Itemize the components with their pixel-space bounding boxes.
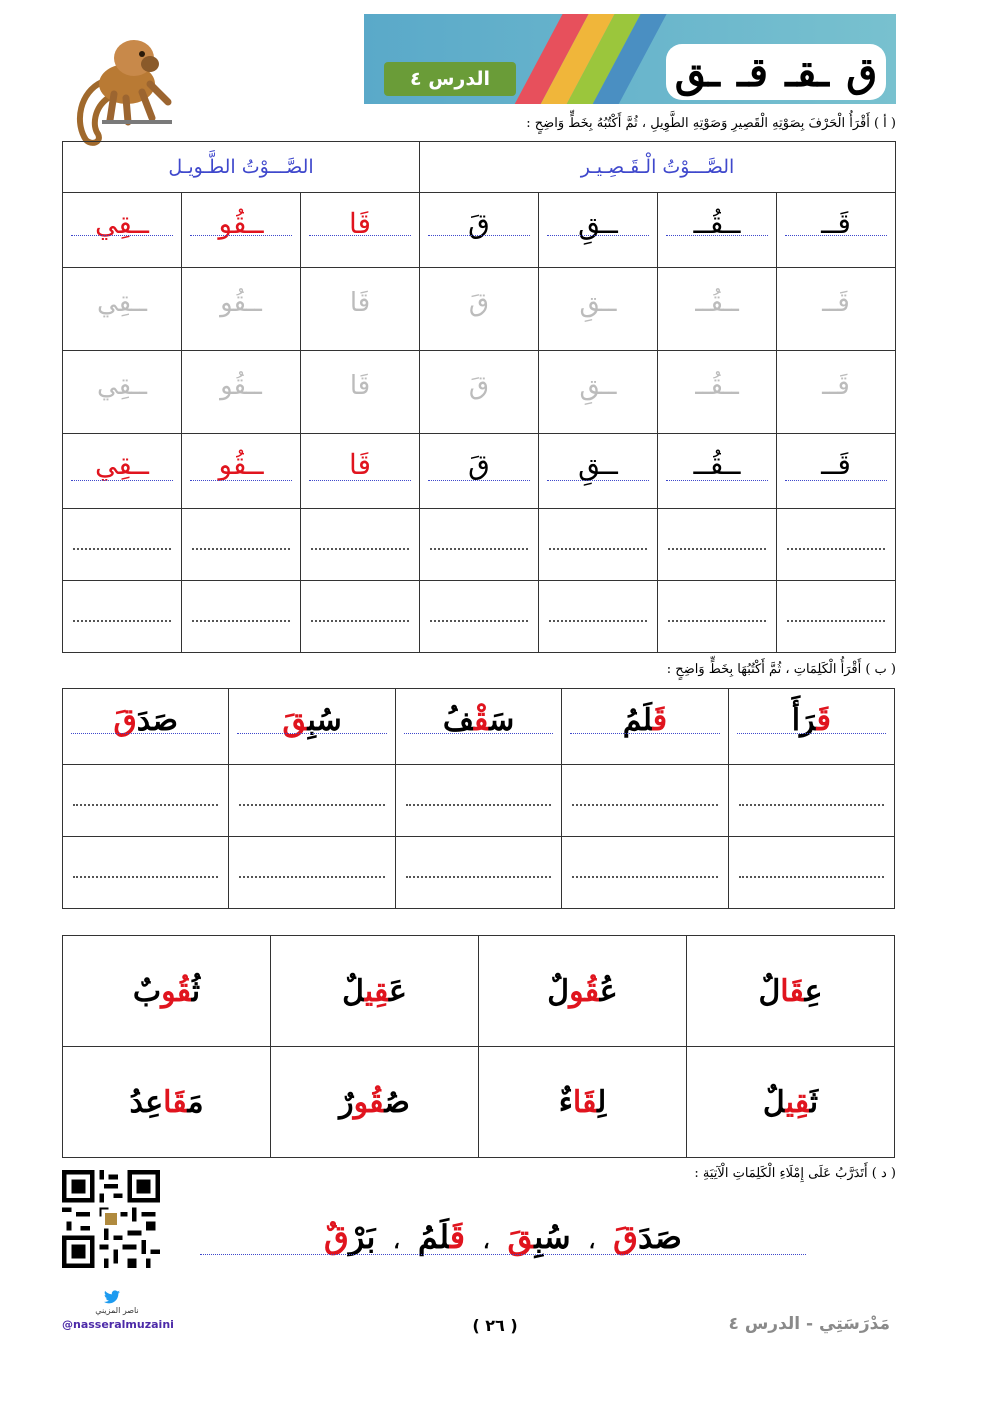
letter-cell: ــقُــ	[658, 193, 777, 268]
writing-cell[interactable]	[182, 509, 301, 581]
writing-cell[interactable]	[229, 837, 395, 909]
dictation-words: صَدَقَ،سُبِقَ،قَلَمُ،بَرْقٌ	[324, 1218, 682, 1256]
short-sound-header: الصَّـــوْتُ الْـقَـصِـيـر	[420, 142, 896, 193]
writing-cell[interactable]	[395, 765, 561, 837]
word-cell: ثَقِيلٌ	[687, 1047, 895, 1158]
trace-cell: ــقُو	[182, 268, 301, 351]
trace-cell: ــقِي	[63, 351, 182, 434]
letter-cell: قَ	[420, 193, 539, 268]
trace-cell: قَــ	[777, 268, 896, 351]
dictation-word: بَرْقٌ	[324, 1218, 376, 1256]
table-row	[63, 509, 896, 581]
word-cell: عِقَالٌ	[687, 936, 895, 1047]
writing-cell[interactable]	[63, 581, 182, 653]
twitter-icon	[104, 1290, 120, 1304]
writing-cell[interactable]	[301, 509, 420, 581]
writing-cell[interactable]	[562, 765, 728, 837]
trace-cell: قَ	[420, 268, 539, 351]
letter-cell: ــقُو	[182, 193, 301, 268]
letter-form: قـ	[737, 48, 768, 96]
word-cell: صَدَقَ	[63, 689, 229, 765]
word-cell: قَلَمُ	[562, 689, 728, 765]
word-cell: سُبِقَ	[229, 689, 395, 765]
word-cell: لِقَاءٌ	[479, 1047, 687, 1158]
lesson-banner	[364, 14, 896, 104]
writing-cell[interactable]	[63, 765, 229, 837]
trace-cell: ــقُــ	[658, 351, 777, 434]
writing-cell[interactable]	[658, 509, 777, 581]
trace-cell: ــقِ	[539, 268, 658, 351]
table-row	[63, 193, 896, 268]
dictation-line	[200, 1254, 806, 1255]
writing-cell[interactable]	[562, 837, 728, 909]
writing-cell[interactable]	[658, 581, 777, 653]
letter-cell: قَا	[301, 193, 420, 268]
word-cell: عَقِيلٌ	[271, 936, 479, 1047]
writing-cell[interactable]	[777, 509, 896, 581]
word-cell: عُقُولٌ	[479, 936, 687, 1047]
trace-cell: ــقِي	[63, 268, 182, 351]
twitter-handle[interactable]: @nasseralmuzaini	[62, 1318, 174, 1331]
letter-cell: ــقِي	[63, 434, 182, 509]
letter-cell: قَا	[301, 434, 420, 509]
word-practice-table	[62, 688, 895, 909]
dictation-word: قَلَمُ	[417, 1218, 466, 1256]
section-d-instruction: ( د ) أَتَدَرَّبُ عَلَى إِمْلَاءِ الْكَلِمَاتِ الْآتِيَةِ :	[694, 1166, 896, 1181]
trace-cell: ــقُــ	[658, 268, 777, 351]
trace-cell: قَــ	[777, 351, 896, 434]
table-row	[63, 434, 896, 509]
writing-cell[interactable]	[420, 581, 539, 653]
trace-cell: ــقِ	[539, 351, 658, 434]
footer-title: مَدْرَسَتِي - الدرس ٤	[728, 1314, 890, 1334]
table-row	[63, 1047, 895, 1158]
letter-forms	[666, 44, 886, 100]
table-row	[63, 689, 895, 765]
letter-cell: قَــ	[777, 193, 896, 268]
table-row	[63, 351, 896, 434]
writing-cell[interactable]	[182, 581, 301, 653]
writing-cell[interactable]	[420, 509, 539, 581]
writing-cell[interactable]	[395, 837, 561, 909]
letter-cell: ــقِ	[539, 434, 658, 509]
page-number: ( ٢٦ )	[472, 1316, 518, 1335]
long-sound-header: الصَّـــوْتُ الطَّـويـل	[63, 142, 420, 193]
author-name: ناصر المزيني	[95, 1306, 139, 1315]
letter-cell: ــقُــ	[658, 434, 777, 509]
writing-cell[interactable]	[301, 581, 420, 653]
writing-cell[interactable]	[229, 765, 395, 837]
letter-cell: ــقِ	[539, 193, 658, 268]
letter-cell: ــقُو	[182, 434, 301, 509]
word-cell: ثُقُوبٌ	[63, 936, 271, 1047]
table-row	[63, 581, 896, 653]
trace-cell: قَا	[301, 268, 420, 351]
trace-cell: ــقُو	[182, 351, 301, 434]
letter-practice-table	[62, 141, 896, 653]
dictation-word: سُبِقَ	[507, 1218, 571, 1256]
reading-words-table	[62, 935, 895, 1158]
lesson-label: الدرس ٤	[384, 62, 516, 96]
letter-form: ق	[846, 48, 878, 96]
word-cell: صُقُورٌ	[271, 1047, 479, 1158]
letter-form: ـقـ	[785, 48, 829, 96]
writing-cell[interactable]	[728, 765, 894, 837]
letter-cell: ــقِي	[63, 193, 182, 268]
letter-cell: قَ	[420, 434, 539, 509]
word-cell: قَرَأَ	[728, 689, 894, 765]
writing-cell[interactable]	[539, 581, 658, 653]
letter-cell: قَــ	[777, 434, 896, 509]
word-cell: مَقَاعِدُ	[63, 1047, 271, 1158]
table-row	[63, 268, 896, 351]
word-cell: سَقْفُ	[395, 689, 561, 765]
trace-cell: قَا	[301, 351, 420, 434]
dictation-word: صَدَقَ	[613, 1218, 682, 1256]
writing-cell[interactable]	[63, 509, 182, 581]
writing-cell[interactable]	[63, 837, 229, 909]
trace-cell: قَ	[420, 351, 539, 434]
writing-cell[interactable]	[728, 837, 894, 909]
table-row	[63, 936, 895, 1047]
monkey-illustration	[72, 22, 176, 148]
writing-cell[interactable]	[539, 509, 658, 581]
writing-cell[interactable]	[777, 581, 896, 653]
table-row	[63, 837, 895, 909]
section-a-instruction: ( أ ) أَقْرَأُ الْحَرْفَ بِصَوْتِهِ الْقَصِيرِ وَصَوْتِهِ الطَّوِيلِ ، ثُمَّ أَكْتُبُهُ بِخَطٍّ وَاضِحٍ :	[526, 116, 896, 131]
qr-code[interactable]	[62, 1170, 160, 1268]
table-row	[63, 765, 895, 837]
letter-form: ـق	[674, 48, 720, 96]
section-b-instruction: ( ب ) أَقْرَأُ الْكَلِمَاتِ ، ثُمَّ أَكْتُبُهَا بِخَطٍّ وَاضِحٍ :	[666, 662, 896, 677]
